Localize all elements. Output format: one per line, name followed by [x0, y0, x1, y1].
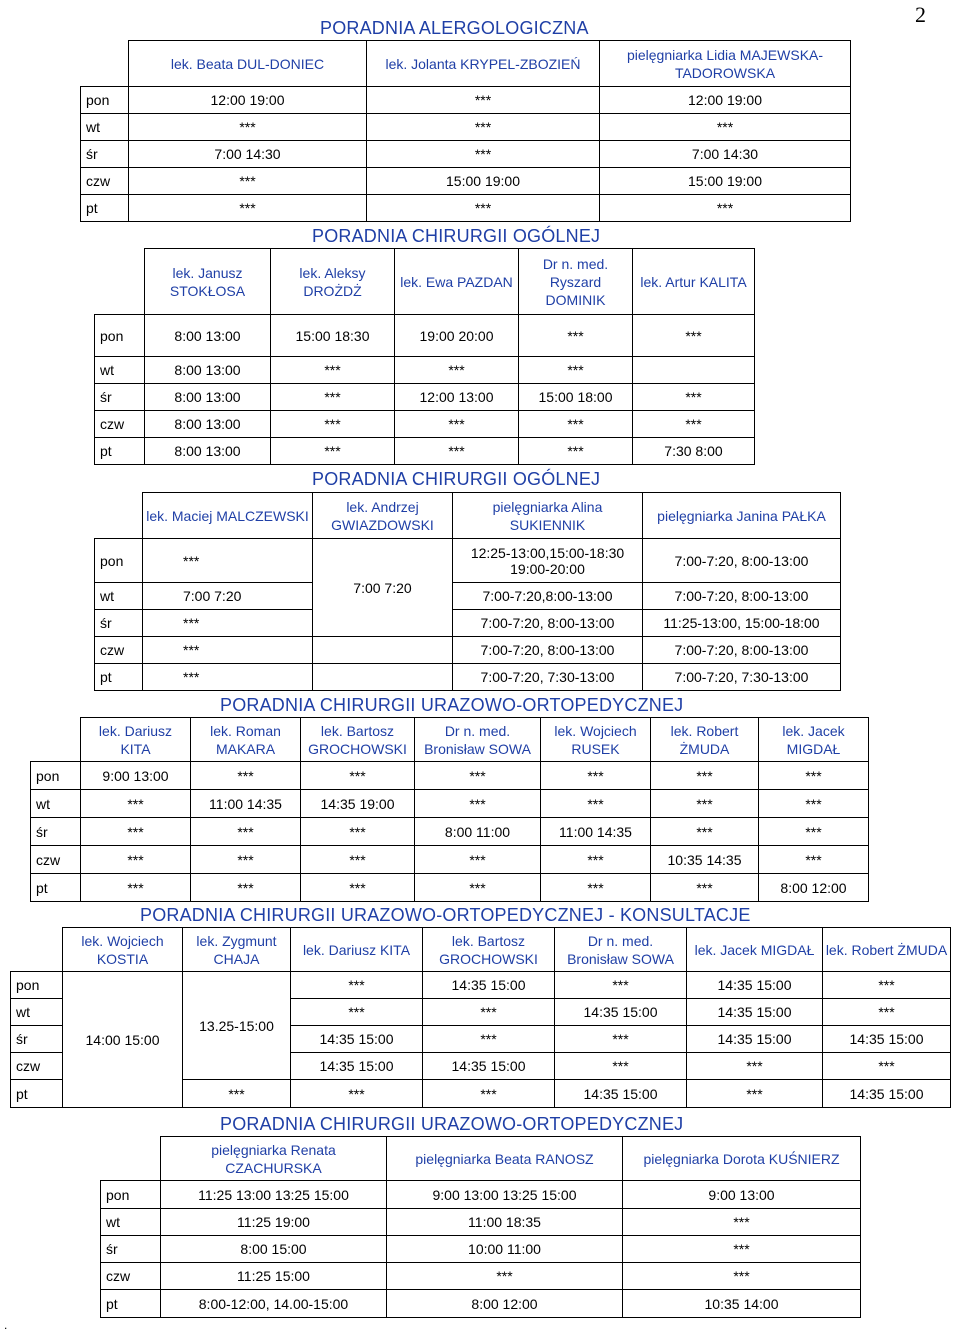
hours-cell: 7:00-7:20, 7:30-13:00: [643, 664, 841, 691]
hours-cell: 19:00 20:00: [395, 315, 519, 357]
staff-header: lek. Bartosz GROCHOWSKI: [301, 718, 415, 762]
day-label: pon: [81, 87, 129, 114]
hours-cell: 11:25-13:00, 15:00-18:00: [643, 610, 841, 637]
hours-cell: 14:35 15:00: [423, 1053, 555, 1080]
staff-header: Dr n. med. Ryszard DOMINIK: [519, 249, 633, 315]
section-title-trauma-ortho: PORADNIA CHIRURGII URAZOWO-ORTOPEDYCZNEJ: [220, 695, 684, 715]
day-label: wt: [81, 114, 129, 141]
hours-cell: ***: [291, 972, 423, 999]
section-title-trauma-ortho-consult: PORADNIA CHIRURGII URAZOWO-ORTOPEDYCZNEJ - KONSULTACJE: [140, 905, 751, 925]
staff-header: pielęgniarka Dorota KUŚNIERZ: [623, 1137, 861, 1181]
hours-cell: ***: [143, 664, 313, 691]
hours-cell-merged: 13.25-15:00: [183, 972, 291, 1080]
hours-cell: 15:00 18:00: [519, 384, 633, 411]
hours-cell: 7:00-7:20, 7:30-13:00: [453, 664, 643, 691]
hours-cell: ***: [541, 846, 651, 874]
hours-cell: [633, 357, 755, 384]
hours-cell: ***: [143, 637, 313, 664]
staff-header: lek. Dariusz KITA: [81, 718, 191, 762]
staff-header: lek. Janusz STOKŁOSA: [145, 249, 271, 315]
staff-header: lek. Wojciech KOSTIA: [63, 928, 183, 972]
hours-cell: ***: [271, 357, 395, 384]
hours-cell: ***: [301, 762, 415, 790]
hours-cell: ***: [651, 874, 759, 902]
hours-cell: ***: [367, 87, 600, 114]
staff-header: lek. Roman MAKARA: [191, 718, 301, 762]
hours-cell: 11:25 15:00: [161, 1263, 387, 1290]
hours-cell: ***: [191, 762, 301, 790]
hours-cell: ***: [423, 1080, 555, 1108]
hours-cell: ***: [759, 790, 869, 818]
trauma-ortho-table: [30, 717, 869, 902]
hours-cell: ***: [301, 874, 415, 902]
day-label: pt: [31, 874, 81, 902]
hours-cell: 12:25-13:00,15:00-18:30 19:00-20:00: [453, 539, 643, 583]
day-label: śr: [11, 1026, 63, 1053]
staff-header: pielęgniarka Renata CZACHURSKA: [161, 1137, 387, 1181]
hours-cell: 8:00 15:00: [161, 1236, 387, 1263]
hours-cell: ***: [555, 1026, 687, 1053]
day-label: czw: [95, 411, 145, 438]
hours-cell: 14:35 15:00: [555, 1080, 687, 1108]
day-label: czw: [11, 1053, 63, 1080]
staff-header: lek. Beata DUL-DONIEC: [129, 41, 367, 87]
hours-cell: ***: [415, 762, 541, 790]
hours-cell: ***: [651, 818, 759, 846]
hours-cell: ***: [129, 168, 367, 195]
hours-cell: 14:35 15:00: [291, 1053, 423, 1080]
day-label: wt: [101, 1209, 161, 1236]
hours-cell: 7:00-7:20, 8:00-13:00: [453, 637, 643, 664]
hours-cell: ***: [759, 762, 869, 790]
day-label: śr: [101, 1236, 161, 1263]
day-label: pt: [11, 1080, 63, 1108]
allergology-table: [80, 40, 851, 222]
hours-cell: 15:00 19:00: [367, 168, 600, 195]
staff-header: pielęgniarka Alina SUKIENNIK: [453, 493, 643, 539]
hours-cell: 7:00 14:30: [600, 141, 851, 168]
hours-cell: 8:00 13:00: [145, 384, 271, 411]
footer-dot: .: [4, 1318, 8, 1332]
hours-cell: ***: [687, 1080, 823, 1108]
general-surgery-table-2: [94, 492, 841, 691]
hours-cell: ***: [191, 818, 301, 846]
hours-cell: ***: [395, 438, 519, 465]
hours-cell: ***: [395, 411, 519, 438]
hours-cell: ***: [600, 114, 851, 141]
hours-cell: ***: [367, 141, 600, 168]
hours-cell: ***: [651, 762, 759, 790]
hours-cell: ***: [623, 1236, 861, 1263]
trauma-ortho-nurses-table: [100, 1136, 861, 1318]
hours-cell: ***: [423, 1026, 555, 1053]
day-label: śr: [95, 610, 143, 637]
section-title-general-surgery-2: PORADNIA CHIRURGII OGÓLNEJ: [312, 469, 601, 489]
hours-cell: 9:00 13:00: [81, 762, 191, 790]
hours-cell: 11:25 13:00 13:25 15:00: [161, 1181, 387, 1209]
day-label: śr: [95, 384, 145, 411]
hours-cell: 8:00 11:00: [415, 818, 541, 846]
hours-cell: ***: [81, 790, 191, 818]
hours-cell: ***: [687, 1053, 823, 1080]
hours-cell: 7:30 8:00: [633, 438, 755, 465]
hours-cell: ***: [143, 539, 313, 583]
staff-header: lek. Artur KALITA: [633, 249, 755, 315]
hours-cell: 8:00 13:00: [145, 438, 271, 465]
hours-cell: 15:00 19:00: [600, 168, 851, 195]
hours-cell: ***: [651, 790, 759, 818]
day-label: wt: [11, 999, 63, 1026]
hours-cell: 14:35 15:00: [823, 1080, 951, 1108]
hours-cell: ***: [367, 195, 600, 222]
day-label: pt: [95, 664, 143, 691]
hours-cell: 10:00 11:00: [387, 1236, 623, 1263]
hours-cell: 8:00-12:00, 14.00-15:00: [161, 1290, 387, 1318]
hours-cell: 8:00 12:00: [759, 874, 869, 902]
day-label: czw: [81, 168, 129, 195]
general-surgery-table: [94, 248, 755, 465]
hours-cell: 11:00 14:35: [191, 790, 301, 818]
hours-cell: 8:00 12:00: [387, 1290, 623, 1318]
hours-cell: ***: [519, 357, 633, 384]
hours-cell: 9:00 13:00: [623, 1181, 861, 1209]
hours-cell: ***: [271, 411, 395, 438]
day-label: czw: [101, 1263, 161, 1290]
staff-header: pielęgniarka Janina PAŁKA: [643, 493, 841, 539]
hours-cell: ***: [415, 790, 541, 818]
hours-cell: ***: [541, 790, 651, 818]
hours-cell: ***: [541, 874, 651, 902]
staff-header: pielęgniarka Lidia MAJEWSKA-TADOROWSKA: [600, 41, 851, 87]
hours-cell: ***: [555, 972, 687, 999]
hours-cell: ***: [555, 1053, 687, 1080]
hours-cell: ***: [387, 1263, 623, 1290]
hours-cell: 7:00-7:20, 8:00-13:00: [643, 539, 841, 583]
hours-cell: 14:35 19:00: [301, 790, 415, 818]
staff-header: lek. Ewa PAZDAN: [395, 249, 519, 315]
day-label: pt: [101, 1290, 161, 1318]
staff-header: lek. Jacek MIGDAŁ: [759, 718, 869, 762]
hours-cell: ***: [823, 1053, 951, 1080]
hours-cell: ***: [81, 818, 191, 846]
staff-header: lek. Robert ŻMUDA: [651, 718, 759, 762]
hours-cell: 14:35 15:00: [555, 999, 687, 1026]
hours-cell: 14:35 15:00: [687, 999, 823, 1026]
hours-cell: 7:00-7:20, 8:00-13:00: [643, 583, 841, 610]
staff-header: Dr n. med. Bronisław SOWA: [415, 718, 541, 762]
hours-cell: ***: [301, 846, 415, 874]
hours-cell: ***: [395, 357, 519, 384]
hours-cell: 15:00 18:30: [271, 315, 395, 357]
hours-cell: ***: [519, 315, 633, 357]
hours-cell: ***: [623, 1209, 861, 1236]
hours-cell: ***: [519, 411, 633, 438]
day-label: czw: [95, 637, 143, 664]
section-title-general-surgery: PORADNIA CHIRURGII OGÓLNEJ: [312, 226, 601, 246]
day-label: czw: [31, 846, 81, 874]
hours-cell: ***: [823, 999, 951, 1026]
hours-cell: ***: [823, 972, 951, 999]
hours-cell: 14:35 15:00: [823, 1026, 951, 1053]
hours-cell: ***: [367, 114, 600, 141]
hours-cell: ***: [191, 846, 301, 874]
staff-header: lek. Aleksy DROŻDŻ: [271, 249, 395, 315]
hours-cell: ***: [183, 1080, 291, 1108]
hours-cell: 8:00 13:00: [145, 357, 271, 384]
hours-cell: 7:00-7:20, 8:00-13:00: [453, 610, 643, 637]
hours-cell: 8:00 13:00: [145, 315, 271, 357]
hours-cell: 11:25 19:00: [161, 1209, 387, 1236]
day-label: pon: [11, 972, 63, 999]
hours-cell-merged: 14:00 15:00: [63, 972, 183, 1108]
hours-cell: ***: [633, 411, 755, 438]
day-label: pon: [95, 539, 143, 583]
day-label: pt: [81, 195, 129, 222]
hours-cell: 10:35 14:35: [651, 846, 759, 874]
section-title-allergology: PORADNIA ALERGOLOGICZNA: [320, 18, 589, 38]
hours-cell: ***: [191, 874, 301, 902]
hours-cell: ***: [600, 195, 851, 222]
day-label: pt: [95, 438, 145, 465]
hours-cell: 7:00-7:20, 8:00-13:00: [643, 637, 841, 664]
hours-cell: ***: [415, 874, 541, 902]
hours-cell: ***: [81, 846, 191, 874]
hours-cell: ***: [129, 114, 367, 141]
section-title-trauma-ortho-nurses: PORADNIA CHIRURGII URAZOWO-ORTOPEDYCZNEJ: [220, 1114, 684, 1134]
day-label: śr: [31, 818, 81, 846]
hours-cell: ***: [759, 846, 869, 874]
hours-cell: 14:35 15:00: [687, 1026, 823, 1053]
staff-header: lek. Jolanta KRYPEL-ZBOZIEŃ: [367, 41, 600, 87]
hours-cell: 9:00 13:00 13:25 15:00: [387, 1181, 623, 1209]
day-label: pon: [101, 1181, 161, 1209]
hours-cell: 8:00 13:00: [145, 411, 271, 438]
hours-cell: ***: [759, 818, 869, 846]
hours-cell: 11:00 18:35: [387, 1209, 623, 1236]
page-number: 2: [915, 2, 926, 27]
hours-cell: 7:00-7:20,8:00-13:00: [453, 583, 643, 610]
day-label: pon: [31, 762, 81, 790]
hours-cell: 12:00 19:00: [600, 87, 851, 114]
hours-cell: 7:00 7:20: [143, 583, 313, 610]
hours-cell: ***: [81, 874, 191, 902]
staff-header: lek. Wojciech RUSEK: [541, 718, 651, 762]
hours-cell: 14:35 15:00: [687, 972, 823, 999]
staff-header: pielęgniarka Beata RANOSZ: [387, 1137, 623, 1181]
hours-cell: ***: [143, 610, 313, 637]
hours-cell: ***: [271, 438, 395, 465]
hours-cell: 7:00 14:30: [129, 141, 367, 168]
staff-header: lek. Jacek MIGDAŁ: [687, 928, 823, 972]
hours-cell: ***: [291, 1080, 423, 1108]
hours-cell-merged: 7:00 7:20: [313, 539, 453, 637]
day-label: śr: [81, 141, 129, 168]
hours-cell: ***: [519, 438, 633, 465]
trauma-ortho-consult-table: [10, 927, 951, 1108]
hours-cell: 14:35 15:00: [423, 972, 555, 999]
staff-header: Dr n. med. Bronisław SOWA: [555, 928, 687, 972]
day-label: wt: [31, 790, 81, 818]
hours-cell: 10:35 14:00: [623, 1290, 861, 1318]
staff-header: lek. Andrzej GWIAZDOWSKI: [313, 493, 453, 539]
day-label: wt: [95, 357, 145, 384]
day-label: pon: [95, 315, 145, 357]
hours-cell: ***: [291, 999, 423, 1026]
hours-cell: ***: [623, 1263, 861, 1290]
hours-cell: 12:00 19:00: [129, 87, 367, 114]
staff-header: lek. Dariusz KITA: [291, 928, 423, 972]
hours-cell: ***: [271, 384, 395, 411]
hours-cell: 12:00 13:00: [395, 384, 519, 411]
staff-header: lek. Bartosz GROCHOWSKI: [423, 928, 555, 972]
hours-cell: 11:00 14:35: [541, 818, 651, 846]
hours-cell: ***: [633, 384, 755, 411]
staff-header: lek. Robert ŻMUDA: [823, 928, 951, 972]
hours-cell: ***: [129, 195, 367, 222]
hours-cell: ***: [541, 762, 651, 790]
day-label: wt: [95, 583, 143, 610]
staff-header: lek. Maciej MALCZEWSKI: [143, 493, 313, 539]
hours-cell: ***: [415, 846, 541, 874]
hours-cell: ***: [423, 999, 555, 1026]
hours-cell: ***: [301, 818, 415, 846]
staff-header: lek. Zygmunt CHAJA: [183, 928, 291, 972]
hours-cell: ***: [633, 315, 755, 357]
hours-cell: 14:35 15:00: [291, 1026, 423, 1053]
